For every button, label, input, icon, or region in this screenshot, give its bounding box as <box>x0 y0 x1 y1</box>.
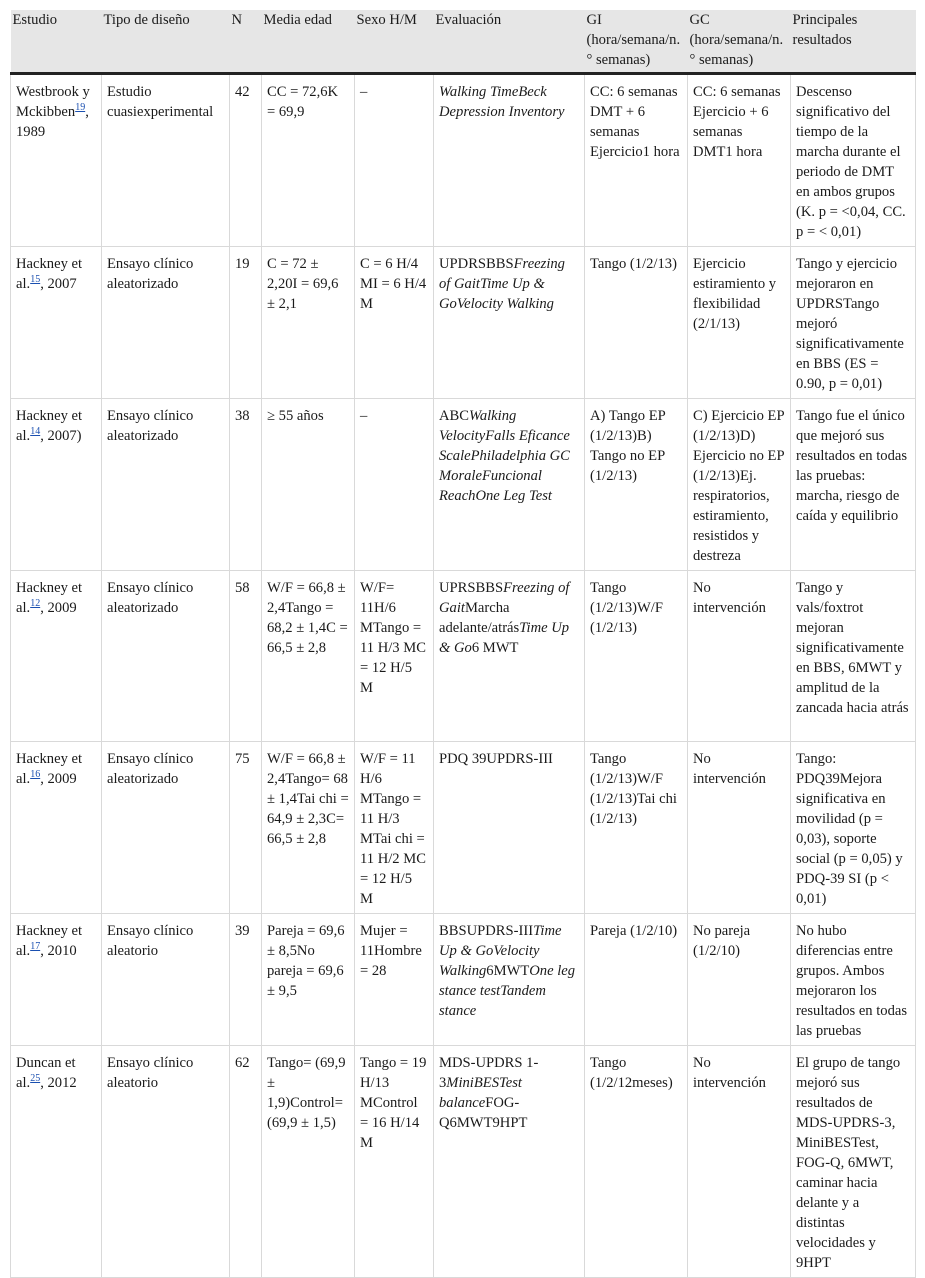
evaluation-segment: Marcha adelante/atrás <box>439 600 520 636</box>
table-header <box>11 10 916 74</box>
cell-sexo: W/F= 11H/6 MTango = 11 H/3 MC = 12 H/5 M <box>355 571 434 742</box>
cell-media-edad: W/F = 66,8 ± 2,4Tango = 68,2 ± 1,4C = 66,5 ± 2,8 <box>262 571 355 742</box>
cell-estudio <box>11 74 102 247</box>
cell-evaluacion <box>434 74 585 247</box>
cell-gc: No pareja (1/2/10) <box>688 914 791 1046</box>
cell-gi: Tango (1/2/13)W/F (1/2/13)Tai chi (1/2/13) <box>585 742 688 914</box>
cell-n: 75 <box>230 742 262 914</box>
cell-gc: No intervención <box>688 571 791 742</box>
study-year: , 2007) <box>40 428 82 444</box>
reference-link[interactable]: 25 <box>30 1073 41 1084</box>
cell-tipo-diseno: Ensayo clínico aleatorio <box>102 914 230 1046</box>
cell-resultados: Tango fue el único que mejoró sus resultados en todas las pruebas: marcha, riesgo de caída y equilibrio <box>791 399 916 571</box>
cell-gc: Ejercicio estiramiento y flexibilidad (2/1/13) <box>688 247 791 399</box>
cell-media-edad: C = 72 ± 2,20I = 69,6 ± 2,1 <box>262 247 355 399</box>
cell-resultados: Tango y vals/foxtrot mejoran significativamente en BBS, 6MWT y amplitud de la zancada hacia atrás <box>791 571 916 742</box>
table-row <box>11 399 916 571</box>
cell-estudio <box>11 742 102 914</box>
studies-table <box>10 10 916 1278</box>
study-table-container <box>10 10 915 1278</box>
cell-gc: C) Ejercicio EP (1/2/13)D) Ejercicio no EP (1/2/13)Ej. respiratorios, estiramiento, resistidos y destreza <box>688 399 791 571</box>
evaluation-segment: MiniBESTest balance <box>439 1075 522 1111</box>
study-authors: Hackney et al. <box>16 408 83 444</box>
study-authors: Westbrook y Mckibben <box>16 84 90 120</box>
reference-link[interactable]: 15 <box>30 274 41 285</box>
table-row <box>11 74 916 247</box>
cell-resultados: No hubo diferencias entre grupos. Ambos mejoraron los resultados en todas las pruebas <box>791 914 916 1046</box>
cell-gc: CC: 6 semanas Ejercicio + 6 semanas DMT1 hora <box>688 74 791 247</box>
header-row <box>11 10 916 74</box>
evaluation-segment: BBSUPDRS-III <box>439 923 534 939</box>
reference-link[interactable]: 12 <box>30 598 41 609</box>
evaluation-segment: FOG-Q6MWT9HPT <box>439 1095 528 1131</box>
header-resultados: Principales resultados <box>791 10 916 74</box>
evaluation-segment: UPDRSBBS <box>439 256 514 272</box>
study-authors: Hackney et al. <box>16 751 83 787</box>
table-row <box>11 247 916 399</box>
cell-sexo: – <box>355 74 434 247</box>
cell-evaluacion <box>434 399 585 571</box>
study-authors: Duncan et al. <box>16 1055 76 1091</box>
cell-sexo: C = 6 H/4 MI = 6 H/4 M <box>355 247 434 399</box>
header-sexo: Sexo H/M <box>355 10 434 74</box>
cell-resultados: El grupo de tango mejoró sus resultados de MDS-UPDRS-3, MiniBESTest, FOG-Q, 6MWT, caminar hacia delante y a distintas velocidades y 9HPT <box>791 1046 916 1278</box>
study-authors: Hackney et al. <box>16 923 83 959</box>
study-authors: Hackney et al. <box>16 580 83 616</box>
cell-estudio <box>11 571 102 742</box>
study-year: , 2009 <box>40 600 77 616</box>
evaluation-segment: ABC <box>439 408 470 424</box>
cell-tipo-diseno: Ensayo clínico aleatorizado <box>102 571 230 742</box>
cell-resultados: Tango y ejercicio mejoraron en UPDRSTango mejoró significativamente en BBS (ES = 0.90, p = 0,01) <box>791 247 916 399</box>
evaluation-segment: Time Up & Go <box>439 620 570 656</box>
study-year: , 2007 <box>40 276 77 292</box>
cell-gi: Pareja (1/2/10) <box>585 914 688 1046</box>
cell-estudio <box>11 399 102 571</box>
evaluation-segment: Freezing of GaitTime Up & GoVelocity Walking <box>439 256 565 312</box>
header-estudio: Estudio <box>11 10 102 74</box>
cell-gi: Tango (1/2/13) <box>585 247 688 399</box>
table-row <box>11 742 916 914</box>
table-row <box>11 1046 916 1278</box>
cell-evaluacion <box>434 742 585 914</box>
evaluation-segment: 6MWT <box>486 963 530 979</box>
cell-gi: Tango (1/2/13)W/F (1/2/13) <box>585 571 688 742</box>
cell-gc: No intervención <box>688 742 791 914</box>
cell-gi: Tango (1/2/12meses) <box>585 1046 688 1278</box>
table-row <box>11 571 916 742</box>
header-gi: GI (hora/semana/n.° semanas) <box>585 10 688 74</box>
cell-sexo: Tango = 19 H/13 MControl = 16 H/14 M <box>355 1046 434 1278</box>
table-row <box>11 914 916 1046</box>
evaluation-segment: UPRSBBS <box>439 580 504 596</box>
cell-tipo-diseno: Ensayo clínico aleatorizado <box>102 399 230 571</box>
cell-n: 39 <box>230 914 262 1046</box>
cell-n: 38 <box>230 399 262 571</box>
header-gc: GC (hora/semana/n.° semanas) <box>688 10 791 74</box>
cell-resultados: Descenso significativo del tiempo de la marcha durante el periodo de DMT en ambos grupos (K. p = <0,04, CC. p = < 0,01) <box>791 74 916 247</box>
cell-estudio <box>11 914 102 1046</box>
cell-sexo: – <box>355 399 434 571</box>
evaluation-segment: Time Up & GoVelocity Walking <box>439 923 562 979</box>
cell-media-edad: ≥ 55 años <box>262 399 355 571</box>
cell-n: 42 <box>230 74 262 247</box>
cell-tipo-diseno: Ensayo clínico aleatorizado <box>102 742 230 914</box>
reference-link[interactable]: 19 <box>75 102 86 113</box>
header-tipo-diseno: Tipo de diseño <box>102 10 230 74</box>
cell-estudio <box>11 247 102 399</box>
cell-media-edad: W/F = 66,8 ± 2,4Tango= 68 ± 1,4Tai chi = 64,9 ± 2,3C= 66,5 ± 2,8 <box>262 742 355 914</box>
cell-n: 19 <box>230 247 262 399</box>
reference-link[interactable]: 17 <box>30 941 41 952</box>
cell-tipo-diseno: Ensayo clínico aleatorizado <box>102 247 230 399</box>
cell-n: 62 <box>230 1046 262 1278</box>
evaluation-segment: Walking TimeBeck Depression Inventory <box>439 84 565 120</box>
cell-resultados: Tango: PDQ39Mejora significativa en movilidad (p = 0,03), soporte social (p = 0,05) y PDQ-39 SI (p < 0,01) <box>791 742 916 914</box>
cell-sexo: Mujer = 11Hombre = 28 <box>355 914 434 1046</box>
cell-gc: No intervención <box>688 1046 791 1278</box>
evaluation-segment: PDQ 39UPDRS-III <box>439 751 553 767</box>
study-year: , 2010 <box>40 943 77 959</box>
cell-media-edad: CC = 72,6K = 69,9 <box>262 74 355 247</box>
header-evaluacion: Evaluación <box>434 10 585 74</box>
cell-evaluacion <box>434 247 585 399</box>
reference-link[interactable]: 16 <box>30 769 41 780</box>
evaluation-segment: 6 MWT <box>471 640 519 656</box>
header-n: N <box>230 10 262 74</box>
table-body <box>11 74 916 1278</box>
evaluation-segment: Walking VelocityFalls Eficance ScalePhiladelphia GC MoraleFuncional ReachOne Leg Test <box>439 408 570 504</box>
cell-tipo-diseno: Ensayo clínico aleatorio <box>102 1046 230 1278</box>
study-year: , 2009 <box>40 771 77 787</box>
cell-evaluacion <box>434 1046 585 1278</box>
study-authors: Hackney et al. <box>16 256 83 292</box>
evaluation-segment: Freezing of Gait <box>439 580 570 616</box>
evaluation-segment: One leg stance testTandem stance <box>439 963 576 1019</box>
cell-n: 58 <box>230 571 262 742</box>
cell-estudio <box>11 1046 102 1278</box>
evaluation-segment: MDS-UPDRS 1-3 <box>439 1055 539 1091</box>
study-year: , 1989 <box>16 104 89 140</box>
cell-tipo-diseno: Estudio cuasiexperimental <box>102 74 230 247</box>
cell-media-edad: Tango= (69,9 ± 1,9)Control= (69,9 ± 1,5) <box>262 1046 355 1278</box>
reference-link[interactable]: 14 <box>30 426 41 437</box>
cell-gi: CC: 6 semanas DMT + 6 semanas Ejercicio1 hora <box>585 74 688 247</box>
study-year: , 2012 <box>40 1075 77 1091</box>
cell-sexo: W/F = 11 H/6 MTango = 11 H/3 MTai chi = 11 H/2 MC = 12 H/5 M <box>355 742 434 914</box>
cell-media-edad: Pareja = 69,6 ± 8,5No pareja = 69,6 ± 9,5 <box>262 914 355 1046</box>
cell-evaluacion <box>434 571 585 742</box>
cell-evaluacion <box>434 914 585 1046</box>
header-media-edad: Media edad <box>262 10 355 74</box>
cell-gi: A) Tango EP (1/2/13)B) Tango no EP (1/2/13) <box>585 399 688 571</box>
